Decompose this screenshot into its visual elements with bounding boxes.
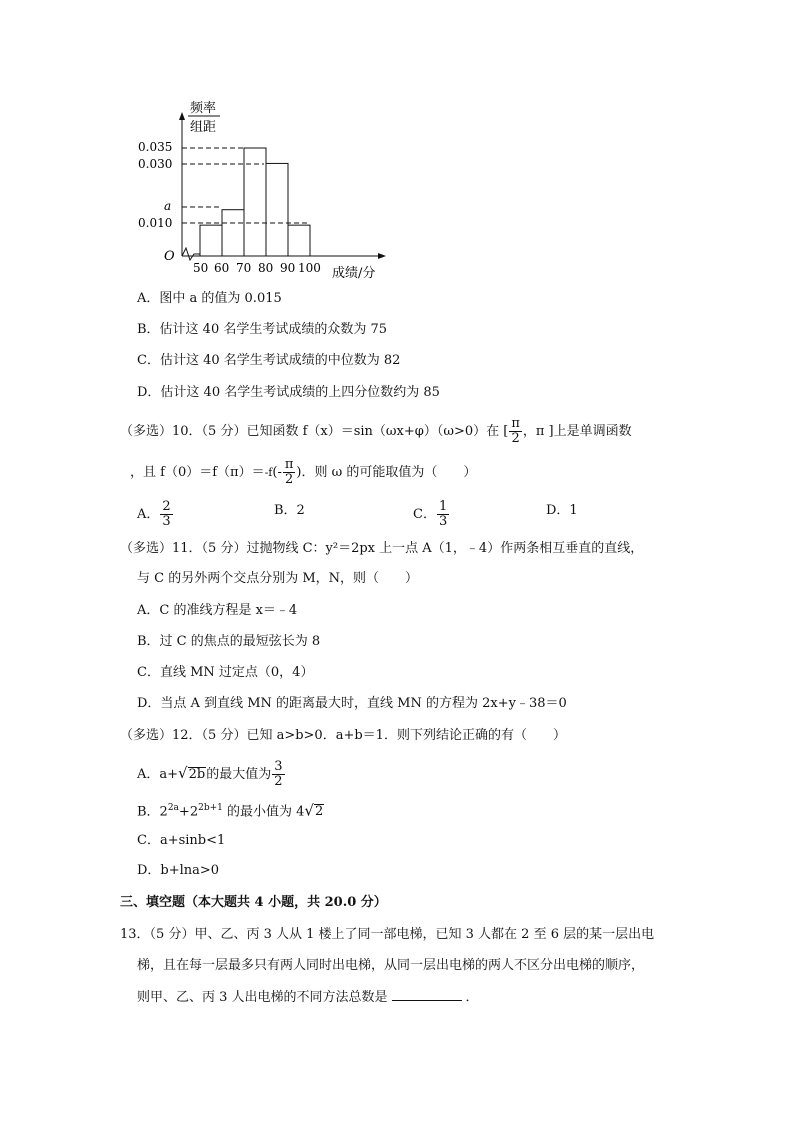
histogram-bar-50-60: [200, 225, 222, 256]
q9-option-a: A．图中 a 的值为 0.015: [137, 291, 282, 306]
q12-option-b-pre: B．2: [137, 804, 168, 820]
q12-option-b-sqrt: 2: [314, 804, 324, 820]
q10-option-c-frac: [437, 500, 449, 529]
frac-denominator: 2: [511, 431, 520, 446]
y-tick-label: 0.010: [138, 216, 173, 230]
frac-numerator: π: [284, 457, 294, 472]
frac-denominator: 3: [162, 514, 171, 529]
section-3-heading: 三、填空题（本大题共 4 小题，共 20.0 分）: [120, 895, 387, 910]
frac-denominator: 2: [274, 774, 283, 789]
q11-option-c: C．直线 MN 过定点（0，4）: [137, 665, 314, 680]
q10-stem-a: （多选）10．（5 分）已知函数 f（x）＝sin（ωx+φ）（ω>0）在 [: [120, 424, 509, 439]
q10-paren-close: ): [296, 465, 302, 480]
y-tick-label: 0.030: [138, 157, 173, 171]
q13-line1: 13．（5 分）甲、乙、丙 3 人从 1 楼上了同一部电梯，已知 3 人都在 2 至 6 层的某一层出电: [120, 927, 655, 942]
answer-blank[interactable]: [392, 988, 462, 1001]
frequency-histogram: [130, 96, 530, 286]
q10-paren-open: (-: [272, 465, 282, 480]
x-tick-label: 100: [298, 261, 321, 275]
exp: 2a: [167, 803, 179, 813]
y-tick-label: a: [164, 199, 172, 213]
x-tick-label: 70: [236, 261, 252, 275]
q12-option-a-sqrt: 2b: [188, 767, 206, 782]
q9-option-c: C．估计这 40 名学生考试成绩的中位数为 82: [137, 353, 401, 368]
frac-numerator: 3: [274, 759, 283, 774]
frac-denominator: 3: [438, 514, 448, 529]
option-label: C．: [413, 507, 436, 522]
q10-option-c: [413, 500, 450, 529]
origin-label: O: [164, 249, 175, 264]
q9-option-b: B．估计这 40 名学生考试成绩的众数为 75: [137, 322, 388, 337]
frac-denominator: 2: [284, 472, 294, 487]
q9-option-d: D．估计这 40 名学生考试成绩的上四分位数约为 85: [137, 385, 440, 400]
q12-option-a: A．a+√2b的最大值为 $\frac{3}{2}$: [137, 759, 283, 789]
axis-break: [182, 248, 200, 260]
q12-option-a-frac: [272, 760, 284, 789]
q10-option-b: B．2: [274, 503, 305, 518]
x-tick-label: 80: [258, 261, 274, 275]
q12-option-b: B．$2^{2a}+2^{2b+1}$ 的最小值为 4√2: [137, 801, 324, 820]
q10-stem-d: ．则 ω 的可能取值为（ ）: [301, 465, 477, 480]
frac-numerator: 1: [438, 499, 448, 514]
q12-option-b-plus: +2: [178, 804, 199, 820]
histogram-bar-60-70: [222, 210, 244, 256]
q10-neg-f: -f: [264, 466, 273, 479]
q12-option-c: C．a+sinb<1: [137, 833, 226, 848]
frac-numerator: π: [511, 416, 520, 431]
exp: 2b+1: [198, 803, 223, 813]
x-axis-label: 成绩/分: [332, 266, 376, 281]
q11-option-a: A．C 的准线方程是 x＝﹣4: [137, 603, 298, 618]
y-axis-arrow: [179, 112, 185, 120]
frac-numerator: 2: [162, 499, 171, 514]
q11-stem-line1: （多选）11．（5 分）过抛物线 C：y²＝2px 上一点 A（1，﹣4）作两条相互垂直的直线，: [120, 541, 644, 556]
q13-line3-end: ．: [465, 990, 479, 1005]
x-tick-label: 50: [193, 261, 209, 275]
y-axis-label-top: 频率: [190, 101, 217, 116]
q12-stem: （多选）12．（5 分）已知 a>b>0．a+b＝1．则下列结论正确的有（ ）: [120, 728, 566, 743]
q12-option-b-mid: 的最小值为 4: [222, 804, 305, 820]
histogram-bar-80-90: [266, 163, 288, 256]
q10-stem-line1: [120, 417, 632, 446]
q12-option-d: D．b+lna>0: [137, 863, 220, 878]
x-tick-label: 60: [214, 261, 230, 275]
y-axis-label-bottom: 组距: [190, 120, 217, 135]
q10-option-a-frac: [160, 500, 172, 529]
y-tick-label: 0.035: [138, 140, 173, 154]
q13-line3-text: 则甲、乙、丙 3 人出电梯的不同方法总数是: [137, 990, 388, 1005]
q10-option-a: [137, 500, 174, 529]
q10-stem-c: ，且 f（0）＝f（π）＝: [130, 465, 265, 480]
q10-option-d: D．1: [546, 503, 578, 518]
q10-stem-b: ，π ]上是单调函数: [522, 424, 632, 439]
q11-option-d: D．当点 A 到直线 MN 的距离最大时，直线 MN 的方程为 2x+y﹣38＝0: [137, 696, 567, 711]
q10-pi-over-2: [509, 417, 522, 446]
option-label: A．: [137, 507, 160, 522]
q11-stem-line2: 与 C 的另外两个交点分别为 M，N，则（ ）: [137, 571, 419, 586]
q12-option-a-mid: 的最大值为: [206, 767, 272, 782]
q11-option-b: B．过 C 的焦点的最短弦长为 8: [137, 634, 321, 649]
q10-pi-over-2-b: [283, 458, 296, 487]
q13-line3: [137, 988, 479, 1007]
q10-stem-line2: [130, 458, 476, 487]
x-tick-label: 90: [280, 261, 296, 275]
x-axis-arrow: [378, 253, 386, 259]
q12-option-a-pre: A．a+: [137, 767, 179, 782]
q13-line2: 梯，且在每一层最多只有两人同时出电梯，从同一层出电梯的两人不区分出电梯的顺序，: [137, 958, 645, 973]
histogram-bar-90-100: [288, 225, 310, 256]
